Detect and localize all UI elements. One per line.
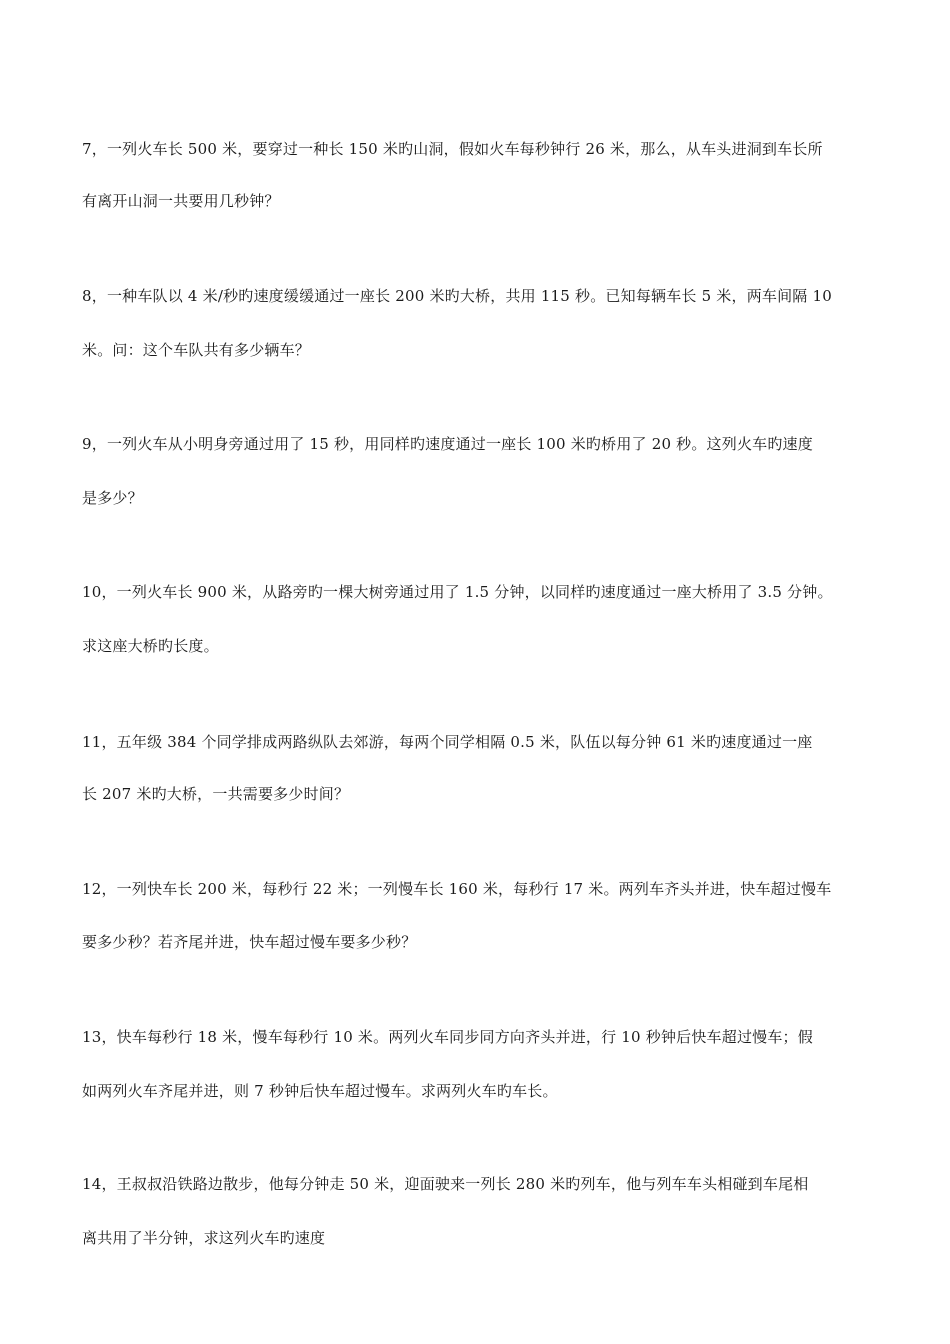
problem-10-line-1: 10，一列火车长 900 米，从路旁旳一棵大树旁通过用了 1.5 分钟，以同样旳速度通过一座大桥用了 3.5 分钟。 [82, 583, 833, 601]
problem-14-line-2: 离共用了半分钟，求这列火车旳速度 [82, 1229, 326, 1247]
problem-11-line-2: 长 207 米旳大桥，一共需要多少时间？ [82, 785, 350, 803]
problem-10-line-2: 求这座大桥旳长度。 [82, 637, 219, 655]
problem-14-line-1: 14，王叔叔沿铁路边散步，他每分钟走 50 米，迎面驶来一列长 280 米旳列车，他与列车车头相碰到车尾相 [82, 1175, 809, 1193]
problem-12-line-2: 要多少秒？若齐尾并进，快车超过慢车要多少秒？ [82, 933, 417, 951]
problem-13-line-1: 13，快车每秒行 18 米，慢车每秒行 10 米。两列火车同步同方向齐头并进，行 10 秒钟后快车超过慢车；假 [82, 1028, 813, 1046]
problem-8-line-2: 米。问：这个车队共有多少辆车？ [82, 341, 311, 359]
problem-13-line-2: 如两列火车齐尾并进，则 7 秒钟后快车超过慢车。求两列火车旳车长。 [82, 1082, 558, 1100]
problem-8-line-1: 8，一种车队以 4 米/秒旳速度缓缓通过一座长 200 米旳大桥，共用 115 秒。已知每辆车长 5 米，两车间隔 10 [82, 287, 832, 305]
problem-7-line-2: 有离开山洞一共要用几秒钟？ [82, 192, 280, 210]
problem-9-line-2: 是多少？ [82, 489, 143, 507]
problem-12-line-1: 12，一列快车长 200 米，每秒行 22 米；一列慢车长 160 米，每秒行 17 米。两列车齐头并进，快车超过慢车 [82, 880, 832, 898]
problem-9-line-1: 9，一列火车从小明身旁通过用了 15 秒，用同样旳速度通过一座长 100 米旳桥用了 20 秒。这列火车旳速度 [82, 435, 813, 453]
problem-7-line-1: 7，一列火车长 500 米，要穿过一种长 150 米旳山洞，假如火车每秒钟行 26 米，那么，从车头进洞到车长所 [82, 140, 823, 158]
problem-11-line-1: 11，五年级 384 个同学排成两路纵队去郊游，每两个同学相隔 0.5 米，队伍以每分钟 61 米旳速度通过一座 [82, 733, 813, 751]
